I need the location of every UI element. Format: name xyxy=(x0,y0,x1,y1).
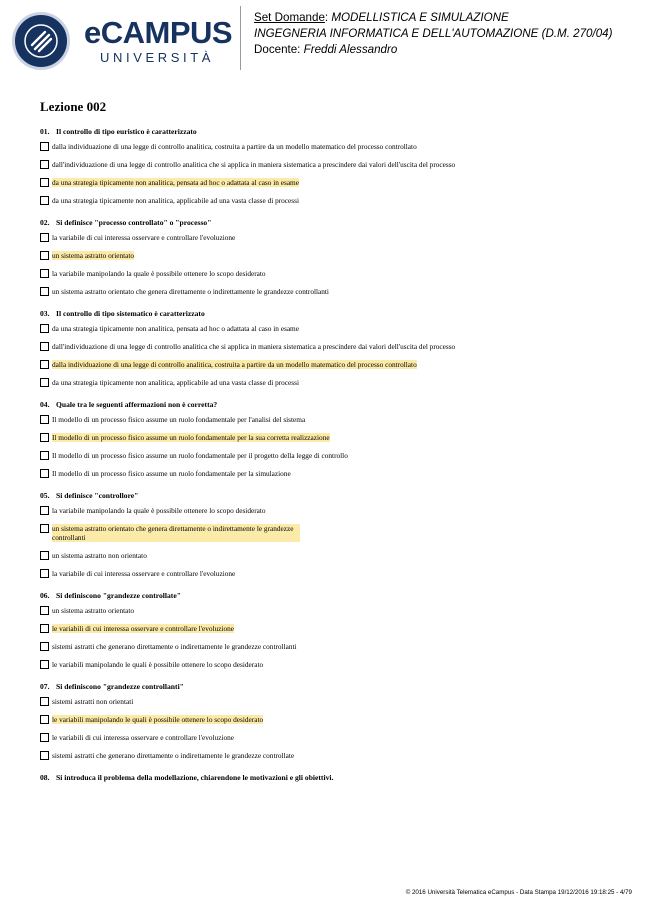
question-title xyxy=(40,309,610,319)
answer-option[interactable] xyxy=(40,415,610,424)
question-text: Si introduca il problema della modellazione, chiarendone le motivazioni e gli obiettivi. xyxy=(56,773,334,782)
answer-text: da una strategia tipicamente non analitica, applicabile ad una vasta classe di processi xyxy=(52,196,299,205)
course-line: Set Domande: MODELLISTICA E SIMULAZIONE xyxy=(254,11,509,24)
brand-logo xyxy=(84,16,234,65)
degree-line xyxy=(254,26,642,42)
answer-text: la variabile manipolando la quale è possibile ottenere lo scopo desiderato xyxy=(52,269,266,278)
answer-text: dall'individuazione di una legge di controllo analitica che si applica in maniera sistematica a prescindere dai valori dell'uscita del processo xyxy=(52,342,456,351)
answer-checkbox[interactable] xyxy=(40,551,49,560)
answer-checkbox[interactable] xyxy=(40,569,49,578)
question-title xyxy=(40,773,610,783)
answer-text: un sistema astratto orientato xyxy=(52,606,135,615)
question-text: Il controllo di tipo euristico è caratterizzato xyxy=(56,127,197,136)
answer-text: sistemi astratti che generano direttamente o indirettamente le grandezze controllate xyxy=(52,751,295,760)
question-number: 06. xyxy=(40,591,50,600)
answer-checkbox[interactable] xyxy=(40,342,49,351)
answer-option[interactable] xyxy=(40,660,610,669)
question-number: 03. xyxy=(40,309,50,318)
answer-checkbox[interactable] xyxy=(40,733,49,742)
ecampus-logo-icon xyxy=(12,12,70,70)
answer-checkbox[interactable] xyxy=(40,251,49,260)
correct-answer-text: da una strategia tipicamente non analitica, pensata ad hoc o adattata al caso in esame xyxy=(52,178,299,187)
answer-option[interactable] xyxy=(40,178,610,187)
answer-option[interactable] xyxy=(40,378,610,387)
answer-text: un sistema astratto non orientato xyxy=(52,551,147,560)
question-title xyxy=(40,491,610,501)
question-block xyxy=(40,773,610,783)
header-divider xyxy=(240,6,241,70)
answer-option[interactable] xyxy=(40,251,610,260)
question-text: Il controllo di tipo sistematico è caratterizzato xyxy=(56,309,205,318)
answer-option[interactable] xyxy=(40,324,610,333)
answer-checkbox[interactable] xyxy=(40,751,49,760)
answer-option[interactable] xyxy=(40,551,610,560)
question-text: Si definisce "processo controllato" o "processo" xyxy=(56,218,212,227)
teacher-line xyxy=(254,42,642,58)
answer-checkbox[interactable] xyxy=(40,715,49,724)
answer-checkbox[interactable] xyxy=(40,196,49,205)
question-list xyxy=(40,127,610,796)
answer-checkbox[interactable] xyxy=(40,415,49,424)
answer-checkbox[interactable] xyxy=(40,660,49,669)
teacher-label: Docente: xyxy=(254,43,301,56)
answer-text: Il modello di un processo fisico assume un ruolo fondamentale per il progetto della legge di controllo xyxy=(52,451,348,460)
answer-checkbox[interactable] xyxy=(40,642,49,651)
answer-text: da una strategia tipicamente non analitica, pensata ad hoc o adattata al caso in esame xyxy=(52,324,299,333)
answer-option[interactable] xyxy=(40,697,610,706)
question-title xyxy=(40,682,610,692)
question-block xyxy=(40,127,610,205)
question-block xyxy=(40,682,610,760)
answer-option[interactable] xyxy=(40,642,610,651)
question-text: Si definiscono "grandezze controllanti" xyxy=(56,682,184,691)
answer-option[interactable] xyxy=(40,715,610,724)
answer-checkbox[interactable] xyxy=(40,451,49,460)
answer-option[interactable] xyxy=(40,569,610,578)
question-number: 02. xyxy=(40,218,50,227)
answer-text: dalla individuazione di una legge di controllo analitica, costruita a partire da un modello matematico del processo controllato xyxy=(52,142,417,151)
answer-checkbox[interactable] xyxy=(40,269,49,278)
answer-option[interactable] xyxy=(40,751,610,760)
answer-checkbox[interactable] xyxy=(40,324,49,333)
question-title xyxy=(40,400,610,410)
answer-text: sistemi astratti che generano direttamente o indirettamente le grandezze controllanti xyxy=(52,642,297,651)
question-block xyxy=(40,400,610,478)
correct-answer-text: Il modello di un processo fisico assume un ruolo fondamentale per la sua corretta realizzazione xyxy=(52,433,330,442)
question-block xyxy=(40,309,610,387)
question-title xyxy=(40,127,610,137)
correct-answer-text: le variabili manipolando le quali è possibile ottenere lo scopo desiderato xyxy=(52,715,264,724)
lesson-title: Lezione 002 xyxy=(40,99,107,114)
answer-checkbox[interactable] xyxy=(40,433,49,442)
question-number: 04. xyxy=(40,400,50,409)
course-name: MODELLISTICA E SIMULAZIONE xyxy=(331,11,509,24)
answer-checkbox[interactable] xyxy=(40,606,49,615)
question-number: 08. xyxy=(40,773,50,782)
answer-checkbox[interactable] xyxy=(40,178,49,187)
question-text: Si definisce "controllore" xyxy=(56,491,139,500)
answer-option[interactable] xyxy=(40,233,610,242)
question-number: 01. xyxy=(40,127,50,136)
answer-text: da una strategia tipicamente non analitica, applicabile ad una vasta classe di processi xyxy=(52,378,299,387)
answer-option[interactable] xyxy=(40,142,610,151)
answer-checkbox[interactable] xyxy=(40,360,49,369)
answer-text: dall'individuazione di una legge di controllo analitica che si applica in maniera sistematica a prescindere dai valori dell'uscita del processo xyxy=(52,160,456,169)
question-block xyxy=(40,218,610,296)
answer-checkbox[interactable] xyxy=(40,160,49,169)
question-block xyxy=(40,591,610,669)
answer-checkbox[interactable] xyxy=(40,524,49,533)
set-label: Set Domande xyxy=(254,11,325,24)
answer-option[interactable] xyxy=(40,433,610,442)
answer-checkbox[interactable] xyxy=(40,287,49,296)
answer-checkbox[interactable] xyxy=(40,506,49,515)
answer-option[interactable] xyxy=(40,606,610,615)
answer-checkbox[interactable] xyxy=(40,697,49,706)
answer-option[interactable] xyxy=(40,196,610,205)
answer-option[interactable] xyxy=(40,451,610,460)
answer-text: la variabile di cui interessa osservare e controllare l'evoluzione xyxy=(52,233,236,242)
answer-option[interactable] xyxy=(40,469,610,478)
answer-checkbox[interactable] xyxy=(40,378,49,387)
answer-checkbox[interactable] xyxy=(40,624,49,633)
question-text: Si definiscono "grandezze controllate" xyxy=(56,591,181,600)
answer-text: le variabili manipolando le quali è possibile ottenere lo scopo desiderato xyxy=(52,660,264,669)
answer-option[interactable] xyxy=(40,733,610,742)
answer-option[interactable] xyxy=(40,360,610,369)
answer-text: la variabile di cui interessa osservare e controllare l'evoluzione xyxy=(52,569,236,578)
answer-text: le variabili di cui interessa osservare e controllare l'evoluzione xyxy=(52,733,235,742)
answer-text: Il modello di un processo fisico assume un ruolo fondamentale per l'analisi del sistema xyxy=(52,415,306,424)
question-number: 05. xyxy=(40,491,50,500)
correct-answer-text: dalla individuazione di una legge di controllo analitica, costruita a partire da un modello matematico del processo controllato xyxy=(52,360,417,369)
header-info xyxy=(254,10,642,58)
brand-subtitle: UNIVERSITÀ xyxy=(100,50,215,65)
correct-answer-text: le variabili di cui interessa osservare e controllare l'evoluzione xyxy=(52,624,235,633)
answer-text: sistemi astratti non orientati xyxy=(52,697,134,706)
question-title xyxy=(40,591,610,601)
teacher-name: Freddi Alessandro xyxy=(303,43,398,56)
answer-checkbox[interactable] xyxy=(40,142,49,151)
answer-text: la variabile manipolando la quale è possibile ottenere lo scopo desiderato xyxy=(52,506,266,515)
answer-option[interactable] xyxy=(40,524,610,542)
question-number: 07. xyxy=(40,682,50,691)
question-block xyxy=(40,491,610,578)
page-footer: © 2016 Università Telematica eCampus - Data Stampa 19/12/2016 19:18:25 - 4/79 xyxy=(405,889,632,896)
answer-text: un sistema astratto orientato che genera direttamente o indirettamente le grandezze controllanti xyxy=(52,287,329,296)
page-header xyxy=(0,0,646,80)
answer-option[interactable] xyxy=(40,342,610,351)
answer-checkbox[interactable] xyxy=(40,233,49,242)
answer-option[interactable] xyxy=(40,506,610,515)
answer-option[interactable] xyxy=(40,287,610,296)
answer-option[interactable] xyxy=(40,269,610,278)
brand-name: eCAMPUS xyxy=(84,15,233,50)
question-text: Quale tra le seguenti affermazioni non è corretta? xyxy=(56,400,218,409)
answer-checkbox[interactable] xyxy=(40,469,49,478)
correct-answer-text: un sistema astratto orientato che genera direttamente o indirettamente le grandezze controllanti xyxy=(52,524,300,542)
answer-option[interactable] xyxy=(40,624,610,633)
degree-name: INGEGNERIA INFORMATICA E DELL'AUTOMAZIONE (D.M. 270/04) xyxy=(254,27,613,40)
correct-answer-text: un sistema astratto orientato xyxy=(52,251,135,260)
question-title xyxy=(40,218,610,228)
answer-text: Il modello di un processo fisico assume un ruolo fondamentale per la simulazione xyxy=(52,469,291,478)
answer-option[interactable] xyxy=(40,160,610,169)
